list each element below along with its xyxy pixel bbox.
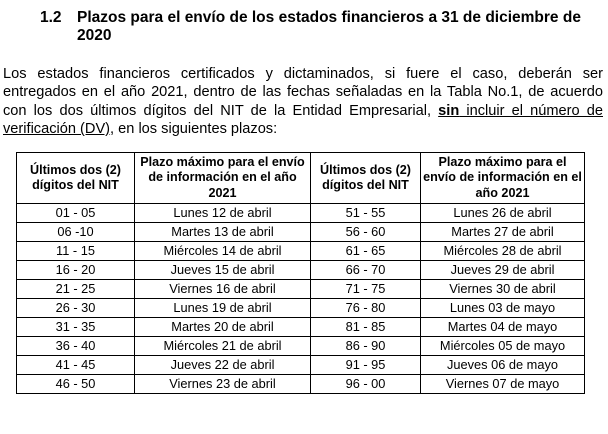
nit-range-cell: 36 - 40 (17, 337, 135, 356)
deadline-cell: Martes 20 de abril (135, 318, 311, 337)
header-deadline-left: Plazo máximo para el envío de información en el año 2021 (135, 153, 311, 204)
nit-range-cell: 71 - 75 (311, 280, 421, 299)
nit-range-cell: 26 - 30 (17, 299, 135, 318)
nit-range-cell: 21 - 25 (17, 280, 135, 299)
deadline-cell: Jueves 15 de abril (135, 261, 311, 280)
nit-range-cell: 16 - 20 (17, 261, 135, 280)
table-row (17, 261, 585, 280)
deadlines-table (16, 152, 585, 394)
nit-range-cell: 46 - 50 (17, 375, 135, 394)
deadline-cell: Jueves 29 de abril (421, 261, 585, 280)
deadline-cell: Viernes 07 de mayo (421, 375, 585, 394)
section-heading (40, 9, 600, 45)
underlined-bold-word: sin (438, 102, 460, 119)
nit-range-cell: 86 - 90 (311, 337, 421, 356)
table-header-row (17, 153, 585, 204)
deadline-cell: Miércoles 14 de abril (135, 242, 311, 261)
table-row (17, 356, 585, 375)
deadline-cell: Martes 04 de mayo (421, 318, 585, 337)
deadline-cell: Miércoles 21 de abril (135, 337, 311, 356)
nit-range-cell: 31 - 35 (17, 318, 135, 337)
nit-range-cell: 06 -10 (17, 223, 135, 242)
header-deadline-right: Plazo máximo para el envío de información en el año 2021 (421, 153, 585, 204)
nit-range-cell: 56 - 60 (311, 223, 421, 242)
section-number: 1.2 (40, 9, 62, 26)
table-body (17, 204, 585, 394)
nit-range-cell: 76 - 80 (311, 299, 421, 318)
nit-range-cell: 66 - 70 (311, 261, 421, 280)
nit-range-cell: 01 - 05 (17, 204, 135, 223)
table-row (17, 280, 585, 299)
deadline-cell: Lunes 26 de abril (421, 204, 585, 223)
deadline-cell: Viernes 23 de abril (135, 375, 311, 394)
deadline-cell: Miércoles 28 de abril (421, 242, 585, 261)
nit-range-cell: 96 - 00 (311, 375, 421, 394)
paragraph-text-after: , en los siguientes plazos: (110, 120, 278, 137)
deadline-cell: Martes 13 de abril (135, 223, 311, 242)
nit-range-cell: 11 - 15 (17, 242, 135, 261)
deadline-cell: Viernes 16 de abril (135, 280, 311, 299)
paragraph-text-before: Los estados financieros certificados y dictaminados, si fuere el caso, deberán ser entregados en el año 2021, dentro de las fechas señaladas en la Tabla No.1, de acuerdo con los dos últimos dígitos del NIT de la Entidad Empresarial, (3, 66, 603, 119)
nit-range-cell: 61 - 65 (311, 242, 421, 261)
deadline-cell: Lunes 03 de mayo (421, 299, 585, 318)
table-row (17, 299, 585, 318)
table-row (17, 204, 585, 223)
deadline-cell: Miércoles 05 de mayo (421, 337, 585, 356)
table-row (17, 375, 585, 394)
header-nit-digits-left: Últimos dos (2) dígitos del NIT (17, 153, 135, 204)
deadline-cell: Jueves 06 de mayo (421, 356, 585, 375)
nit-range-cell: 81 - 85 (311, 318, 421, 337)
deadline-cell: Lunes 12 de abril (135, 204, 311, 223)
table-row (17, 318, 585, 337)
section-title: Plazos para el envío de los estados financieros a 31 de diciembre de 2020 (77, 9, 581, 44)
nit-range-cell: 41 - 45 (17, 356, 135, 375)
table-row (17, 223, 585, 242)
intro-paragraph (3, 65, 603, 138)
header-nit-digits-right: Últimos dos (2) dígitos del NIT (311, 153, 421, 204)
table-row (17, 242, 585, 261)
deadline-cell: Martes 27 de abril (421, 223, 585, 242)
deadline-cell: Jueves 22 de abril (135, 356, 311, 375)
table-row (17, 337, 585, 356)
deadline-cell: Lunes 19 de abril (135, 299, 311, 318)
nit-range-cell: 91 - 95 (311, 356, 421, 375)
nit-range-cell: 51 - 55 (311, 204, 421, 223)
underlined-rest: incluir el número de verificación (DV) (3, 102, 603, 137)
deadline-cell: Viernes 30 de abril (421, 280, 585, 299)
